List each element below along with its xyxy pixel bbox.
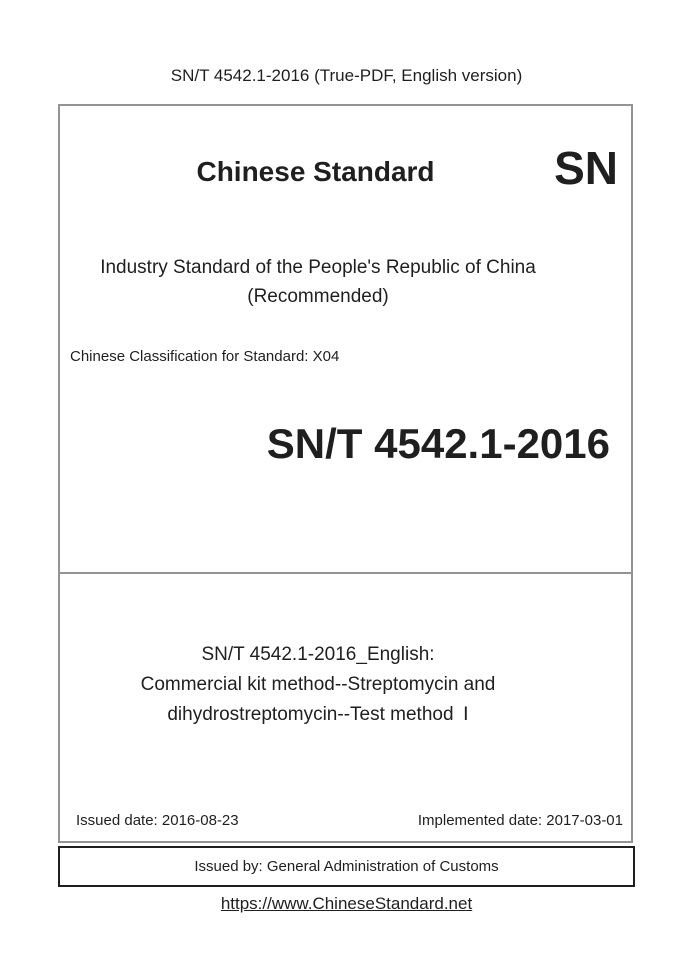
english-title-line3: dihydrostreptomycin--Test method Ⅰ xyxy=(167,704,469,725)
cover-title: Chinese Standard xyxy=(196,156,435,187)
english-title-line2: Commercial kit method--Streptomycin and xyxy=(140,674,496,695)
standard-number: SN/T 4542.1-2016 xyxy=(266,420,610,467)
standard-type-block xyxy=(60,253,631,311)
classification-code: Chinese Classification for Standard: X04 xyxy=(70,348,340,365)
divider-line xyxy=(60,572,631,574)
cover-box xyxy=(58,104,633,843)
issuer-box xyxy=(58,846,635,887)
dates-row xyxy=(76,812,623,830)
sn-logo: SN xyxy=(554,142,618,194)
standard-type-line1: Industry Standard of the People's Republic of China xyxy=(100,257,536,278)
english-title-block xyxy=(60,640,631,730)
english-title-line1: SN/T 4542.1-2016_English: xyxy=(201,644,435,665)
footer-link[interactable]: https://www.ChineseStandard.net xyxy=(220,894,473,913)
implemented-date: Implemented date: 2017-03-01 xyxy=(417,812,623,829)
footer xyxy=(0,893,693,914)
page-header-title: SN/T 4542.1-2016 (True-PDF, English version) xyxy=(170,66,523,85)
standard-type-line2: (Recommended) xyxy=(247,286,389,307)
issued-date: Issued date: 2016-08-23 xyxy=(76,812,239,829)
issued-by: Issued by: General Administration of Customs xyxy=(194,858,499,875)
